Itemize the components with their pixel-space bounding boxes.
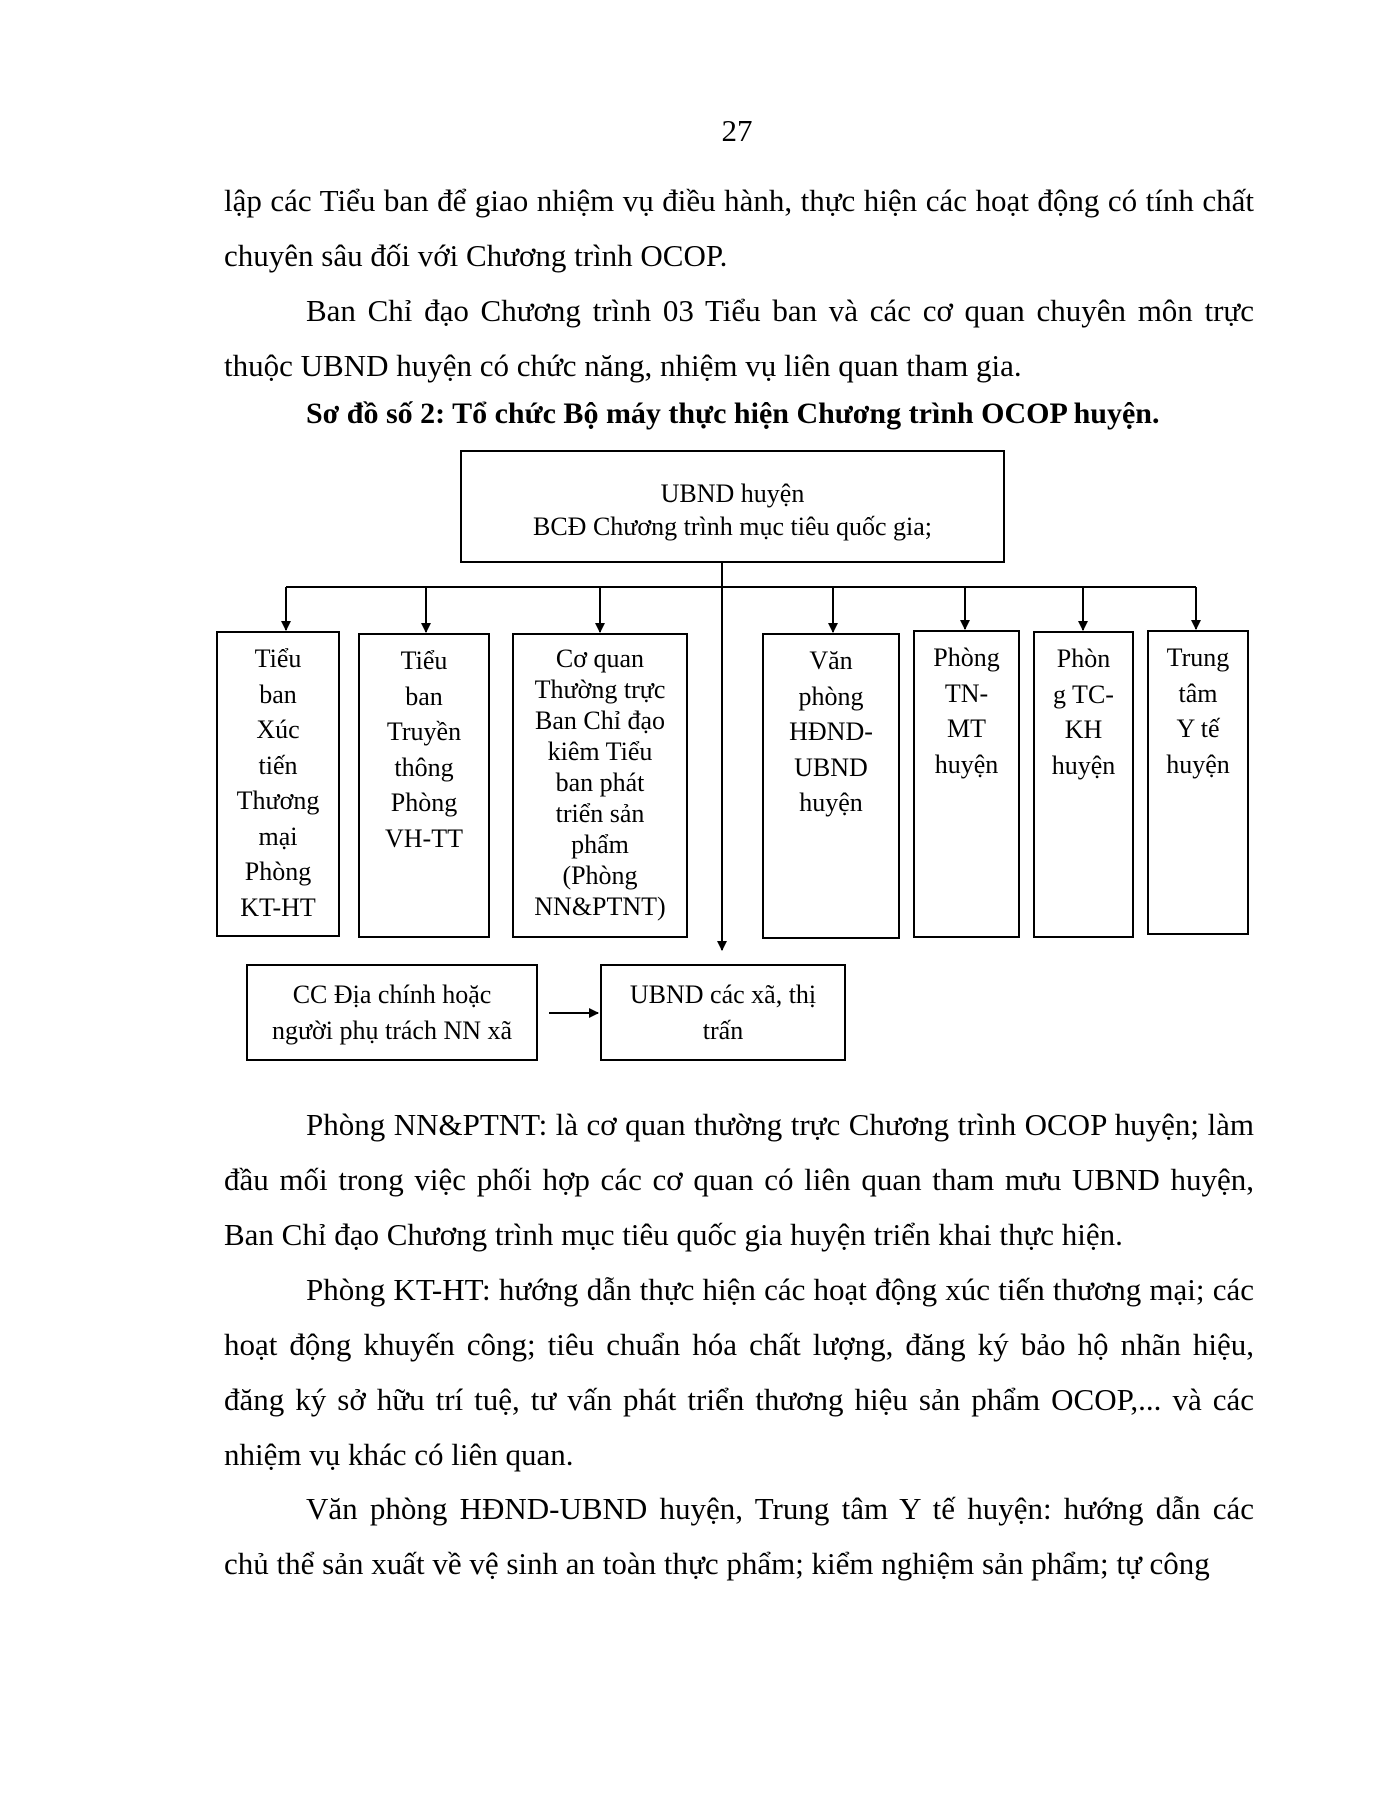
unit-box-line: Tiểu	[254, 644, 302, 673]
top-box-district-committee	[460, 450, 1005, 563]
paragraph-agriculture-dept: Phòng NN&PTNT: là cơ quan thường trực Chương trình OCOP huyện; làm đầu mối trong việc phối hợp các cơ quan có liên quan tham mưu UBND huyện, Ban Chỉ đạo Chương trình mục tiêu quốc gia huyện triển khai thực hiện.	[224, 1107, 1254, 1252]
unit-box-line: Phòng	[390, 788, 458, 817]
unit-box-line: thông	[394, 752, 454, 782]
top-box-line: UBND huyện	[660, 478, 805, 508]
unit-box-line: huyện	[934, 749, 999, 779]
unit-box-line: Phòn	[1056, 644, 1111, 673]
unit-box-line: Tiểu	[400, 646, 448, 675]
unit-box-line: tâm	[1178, 678, 1218, 708]
unit-box-communications	[358, 633, 490, 938]
unit-box-line: huyện	[1166, 749, 1230, 779]
unit-box-trade-promotion	[216, 631, 340, 937]
unit-box-line: ban	[405, 681, 443, 711]
unit-box-line: ban phát	[555, 768, 645, 797]
unit-box-line: mại	[258, 821, 298, 851]
unit-box-line: tiến	[258, 750, 298, 780]
unit-box-line: TN-	[944, 678, 989, 708]
unit-box-line: huyện	[799, 788, 863, 817]
unit-box-line: Ban Chỉ đạo	[535, 706, 665, 735]
unit-box-natural-resources	[913, 630, 1020, 938]
unit-box-line: huyện	[1051, 750, 1116, 780]
bottom-box-commune-committees	[600, 964, 846, 1061]
unit-box-line: ban	[259, 679, 297, 709]
page-number: 27	[721, 113, 753, 148]
paragraph-council-health: Văn phòng HĐND-UBND huyện, Trung tâm Y tế huyện: hướng dẫn các chủ thể sản xuất về vệ sinh an toàn thực phẩm; kiểm nghiệm sản phẩm; tự công	[224, 1491, 1254, 1581]
unit-box-line: KT-HT	[240, 892, 316, 922]
unit-box-line: Phòng	[933, 643, 1000, 672]
unit-box-line: NN&PTNT)	[534, 892, 666, 921]
unit-box-line: UBND	[794, 752, 868, 782]
unit-box-agriculture-standing-office	[512, 633, 688, 938]
unit-box-line: (Phòng	[562, 861, 638, 890]
unit-box-line: Phòng	[244, 857, 312, 886]
unit-box-line: Thường trực	[534, 675, 666, 704]
unit-box-line: Xúc	[256, 715, 300, 744]
top-box-line: BCĐ Chương trình mục tiêu quốc gia;	[532, 511, 933, 541]
paragraph-intro: lập các Tiểu ban để giao nhiệm vụ điều hành, thực hiện các hoạt động có tính chất chuyên sâu đối với Chương trình OCOP.	[224, 183, 1254, 273]
bottom-box-cadastral-officer	[246, 964, 538, 1061]
unit-box-line: Truyền	[386, 717, 462, 746]
unit-box-finance-planning	[1033, 631, 1134, 938]
unit-box-council-office	[762, 633, 900, 939]
diagram-caption: Sơ đồ số 2: Tổ chức Bộ máy thực hiện Chương trình OCOP huyện.	[306, 397, 1160, 430]
unit-box-line: phẩm	[571, 830, 629, 859]
unit-box-line: Văn	[809, 646, 853, 675]
unit-box-line: g TC-	[1053, 679, 1114, 709]
unit-box-line: KH	[1064, 715, 1103, 744]
unit-box-line: MT	[947, 714, 986, 743]
bottom-box-line: UBND các xã, thị	[629, 979, 817, 1009]
bottom-box-line: CC Địa chính hoặc	[292, 979, 492, 1009]
bottom-box-line: người phụ trách NN xã	[271, 1015, 513, 1045]
unit-box-line: Thương	[236, 786, 320, 815]
unit-box-health-center	[1147, 630, 1249, 935]
unit-box-line: Y tế	[1176, 714, 1220, 743]
paragraph-economy-dept: Phòng KT-HT: hướng dẫn thực hiện các hoạt động xúc tiến thương mại; các hoạt động khuyến công; tiêu chuẩn hóa chất lượng, đăng ký bảo hộ nhãn hiệu, đăng ký sở hữu trí tuệ, tư vấn phát triển thương hiệu sản phẩm OCOP,... và các nhiệm vụ khác có liên quan.	[224, 1272, 1254, 1472]
unit-box-line: VH-TT	[385, 823, 463, 853]
bottom-box-line: trấn	[702, 1015, 744, 1045]
unit-box-line: kiêm Tiểu	[547, 737, 653, 766]
unit-box-line: triển sản	[555, 799, 645, 828]
paragraph-steering-committee: Ban Chỉ đạo Chương trình 03 Tiểu ban và các cơ quan chuyên môn trực thuộc UBND huyện có chức năng, nhiệm vụ liên quan tham gia.	[224, 293, 1254, 383]
unit-box-line: Trung	[1166, 643, 1230, 672]
unit-box-line: phòng	[798, 681, 864, 711]
unit-box-line: HĐND-	[789, 717, 873, 746]
unit-box-line: Cơ quan	[555, 644, 645, 673]
